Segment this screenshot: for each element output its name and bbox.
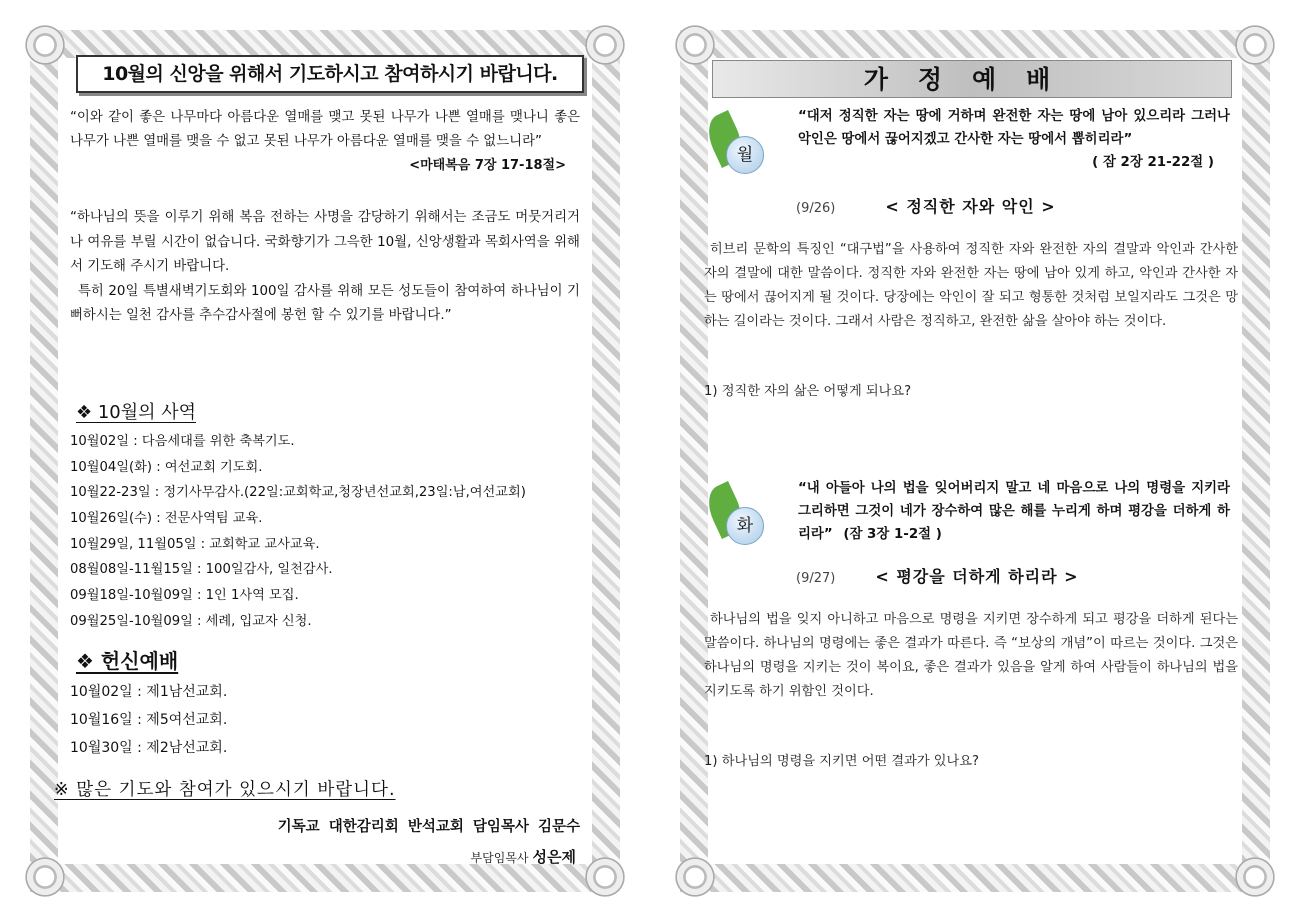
list-item: 10월30일 : 제2남선교회. xyxy=(70,740,228,756)
day2-heading xyxy=(796,564,1079,587)
list-item: 10월16일 : 제5여선교회. xyxy=(70,712,228,728)
ministry-list xyxy=(70,429,526,635)
day2-date: (9/27) xyxy=(796,571,836,586)
page-title: 10월의 신앙을 위해서 기도하시고 참여하시기 바랍니다. xyxy=(76,55,584,93)
associate-pastor xyxy=(471,846,576,867)
ministry-section-title: ❖ 10월의 사역 xyxy=(76,402,197,423)
quote-reference: <마태복음 7장 17-18절> xyxy=(409,158,566,173)
list-item: 10월29일, 11월05일 : 교회학교 교사교육. xyxy=(70,536,320,552)
verse-text: “대저 정직한 자는 땅에 거하며 완전한 자는 땅에 남아 있으리라 그러나 악인은 땅에서 끊어지겠고 간사한 자는 땅에서 뽑히리라” xyxy=(798,109,1230,147)
day2-title: < 평강을 더하게 하리라 > xyxy=(875,567,1079,586)
tuesday-leaf-icon xyxy=(710,485,764,551)
scripture-quote xyxy=(70,106,580,173)
list-item: 09월25일-10월09일 : 세례, 입교자 신청. xyxy=(70,613,312,629)
verse-text: “내 아들아 나의 법을 잊어버리지 말고 네 마음으로 나의 명령을 지키라 그리하면 그것이 네가 장수하여 많은 해를 누리게 하며 평강을 더하게 하리라” xyxy=(798,481,1230,542)
list-item: 10월26일(수) : 전문사역팀 교육. xyxy=(70,511,263,527)
church-signature: 기독교 대한감리회 반석교회 담임목사 김문수 xyxy=(277,819,580,835)
associate-role: 부담임목사 xyxy=(470,851,529,865)
day1-title: < 정직한 자와 악인 > xyxy=(885,197,1056,216)
worship-section-title: ❖ 헌신예배 xyxy=(76,649,179,673)
left-page xyxy=(30,30,620,892)
list-item: 10월02일 : 제1남선교회. xyxy=(70,684,228,700)
day-label: 월 xyxy=(726,136,764,174)
day-label: 화 xyxy=(726,507,764,545)
day1-body: 히브리 문학의 특징인 “대구법”을 사용하여 정직한 자와 완전한 자의 결말과 악인과 간사한 자의 결말에 대한 말씀이다. 정직한 자와 완전한 자는 땅에 남아 있게 하고, 악인과 간사한 자는 땅에서 끊어지게 될 것이다. 당장에는 악인이 잘 되고 형통한 것처럼 보일지라도 그것은 망하는 길이라는 것이다. 그래서 사람은 정직하고, 완전한 삶을 살아야 하는 것이다. xyxy=(704,242,1238,329)
list-item: 08월08일-11월15일 : 100일감사, 일천감사. xyxy=(70,562,333,578)
paragraph-1: “하나님의 뜻을 이루기 위해 복음 전하는 사명을 감당하기 위해서는 조금도 머뭇거리거나 여유를 부릴 시간이 없습니다. 국화향기가 그윽한 10월, 신앙생활과 목회사역을 위해서 기도해 주시기 바랍니다. xyxy=(70,210,580,274)
right-content xyxy=(704,50,1250,872)
verse-reference: ( 잠 2장 21-22절 ) xyxy=(1092,155,1214,170)
quote-text: “이와 같이 좋은 나무마다 아름다운 열매를 맺고 못된 나무가 나쁜 열매를 맺나니 좋은 나무가 나쁜 열매를 맺을 수 없고 못된 나무가 아름다운 열매를 맺을 수 없느니라” xyxy=(70,110,580,149)
flower-ornament-icon xyxy=(22,22,68,68)
left-content xyxy=(54,50,606,872)
list-item: 10월02일 : 다음세대를 위한 축복기도. xyxy=(70,434,295,449)
list-item: 09월18일-10월09일 : 1인 1사역 모집. xyxy=(70,588,299,604)
day2-verse xyxy=(798,477,1230,546)
list-item: 10월04일(화) : 여선교회 기도회. xyxy=(70,459,263,475)
day1-verse xyxy=(798,105,1230,174)
day2-body: 하나님의 법을 잊지 아니하고 마음으로 명령을 지키면 장수하게 되고 평강을 더하게 된다는 말씀이다. 하나님의 명령에는 좋은 결과가 따른다. 즉 “보상의 개념”이 따르는 것이다. 그것은 하나님의 명령을 지키는 것이 복이요, 좋은 결과가 있음을 알게 하여 사람들이 하나님의 법을 지키도록 하기 위함인 것이다. xyxy=(704,612,1238,699)
list-item: 10월22-23일 : 정기사무감사.(22일:교회학교,청장년선교회,23일:남,여선교회) xyxy=(70,485,526,501)
family-worship-title: 가정예배 xyxy=(712,60,1232,98)
right-page xyxy=(680,30,1270,892)
associate-name: 성은제 xyxy=(532,848,576,866)
monday-leaf-icon xyxy=(710,114,764,180)
worship-list xyxy=(70,678,227,762)
day2-question: 1) 하나님의 명령을 지키면 어떤 결과가 있나요? xyxy=(704,754,979,769)
flower-ornament-icon xyxy=(22,854,68,900)
day1-question: 1) 정직한 자의 삶은 어떻게 되나요? xyxy=(704,384,912,399)
day1-date: (9/26) xyxy=(796,201,836,216)
day1-heading xyxy=(796,194,1056,217)
paragraph-2: 특히 20일 특별새벽기도회와 100일 감사를 위해 모든 성도들이 참여하여 하나님이 기뻐하시는 일천 감사를 추수감사절에 봉헌 할 수 있기를 바랍니다.” xyxy=(70,283,580,323)
closing-note: ※ 많은 기도와 참여가 있으시기 바랍니다. xyxy=(54,780,396,800)
prayer-paragraph xyxy=(70,206,580,329)
verse-reference: (잠 3장 1-2절 ) xyxy=(843,527,942,542)
